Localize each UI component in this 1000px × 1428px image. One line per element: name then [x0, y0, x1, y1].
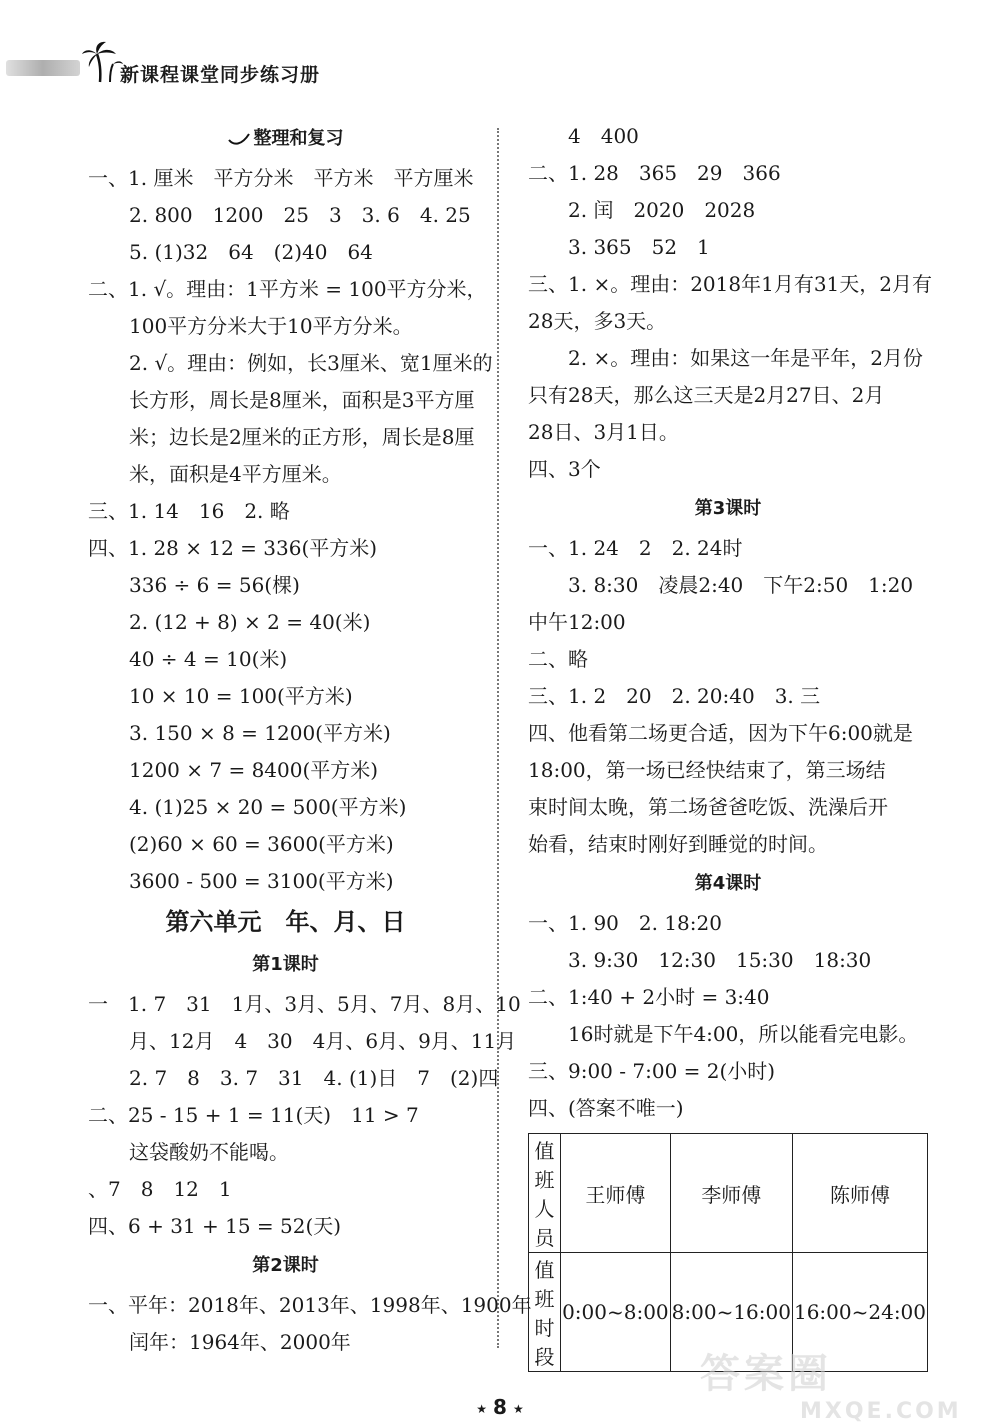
answer-line: 、7 8 12 1: [88, 1177, 232, 1201]
answer-line: 四、6 + 31 + 15 = 52(天): [88, 1214, 342, 1238]
answer-line: 三、1. ×。理由：2018年1月有31天，2月有: [528, 272, 932, 296]
answer-line: 3600 - 500 = 3100(平方米): [129, 869, 394, 893]
answer-line: 这袋酸奶不能喝。: [129, 1140, 289, 1164]
answer-line: 只有28天，那么这三天是2月27日、2月: [528, 383, 885, 407]
answer-line: 3. 365 52 1: [568, 235, 710, 259]
unit-title: 第六单元 年、月、日: [165, 908, 406, 936]
table-cell: 16:00~24:00: [792, 1253, 927, 1372]
answer-line: 二、1. √。理由：1平方米 = 100平方分米，: [88, 277, 487, 301]
table-row: [529, 1134, 928, 1253]
answer-line: 长方形，周长是8厘米，面积是3平方厘: [129, 388, 475, 412]
answer-line: 米；边长是2厘米的正方形，周长是8厘: [129, 425, 475, 449]
answer-line: 一、平年：2018年、2013年、1998年、1900年: [88, 1293, 532, 1317]
answer-line: 2. 800 1200 25 3 3. 6 4. 25: [129, 203, 471, 227]
answer-line: 10 × 10 = 100(平方米): [129, 684, 353, 708]
answer-line: 3. 8:30 凌晨2:40 下午2:50 1:20: [568, 573, 914, 597]
answer-line: 月、12月 4 30 4月、6月、9月、11月: [129, 1029, 517, 1053]
answer-line: 三、1. 14 16 2. 略: [88, 499, 290, 523]
book-title: 新课程课堂同步练习册: [120, 64, 321, 86]
answer-line: 中午12:00: [528, 610, 626, 634]
left-column: [88, 118, 532, 1361]
duty-table: [528, 1133, 928, 1372]
answer-line: 一、1. 厘米 平方分米 平方米 平方厘米: [88, 166, 474, 190]
answer-line: 四、(答案不唯一): [528, 1096, 684, 1120]
table-cell: 陈师傅: [792, 1134, 927, 1253]
table-cell: 王师傅: [561, 1134, 671, 1253]
watermark: [700, 1342, 990, 1422]
right-column: [528, 118, 932, 1372]
table-cell: 0:00~8:00: [561, 1253, 671, 1372]
answer-line: 4. (1)25 × 20 = 500(平方米): [129, 795, 407, 819]
answer-line: 束时间太晚，第二场爸爸吃饭、洗澡后开: [528, 795, 888, 819]
answer-line: (2)60 × 60 = 3600(平方米): [129, 832, 394, 856]
table-header-cell: [529, 1134, 561, 1253]
answer-line: 1200 × 7 = 8400(平方米): [129, 758, 379, 782]
column-divider: [497, 128, 499, 1348]
watermark-logo-text: 答案圈: [700, 1351, 832, 1397]
star-icon: ★: [476, 1401, 488, 1416]
table-cell-text: 值班: [534, 1139, 555, 1192]
table-header-cell: [529, 1253, 561, 1372]
table-cell-text: 人员: [534, 1197, 555, 1250]
answer-line: 18:00，第一场已经快结束了，第三场结: [528, 758, 886, 782]
answer-line: 一、1. 90 2. 18:20: [528, 911, 722, 935]
answer-line: 二、略: [528, 647, 588, 671]
table-cell: 李师傅: [670, 1134, 792, 1253]
answer-line: 4 400: [568, 124, 639, 148]
answer-line: 始看，结束时刚好到睡觉的时间。: [528, 832, 828, 856]
lesson-title: 第2课时: [252, 1255, 319, 1276]
answer-line: 28天，多3天。: [528, 309, 667, 333]
answer-line: 四、3个: [528, 457, 601, 481]
answer-line: 三、9:00 - 7:00 = 2(小时): [528, 1059, 776, 1083]
page-header: [0, 40, 420, 90]
swoosh-icon: [228, 132, 250, 146]
answer-line: 16时就是下午4:00，所以能看完电影。: [568, 1022, 919, 1046]
answer-line: 二、1. 28 365 29 366: [528, 161, 781, 185]
lesson-title: 第1课时: [252, 954, 319, 975]
answer-line: 三、1. 2 20 2. 20:40 3. 三: [528, 684, 821, 708]
answer-line: 3. 150 × 8 = 1200(平方米): [129, 721, 391, 745]
page-number: 8: [493, 1395, 507, 1419]
answer-line: 100平方分米大于10平方分米。: [129, 314, 413, 338]
answer-line: 闰年：1964年、2000年: [129, 1330, 351, 1354]
answer-line: 5. (1)32 64 (2)40 64: [129, 240, 373, 264]
answer-line: 四、他看第二场更合适，因为下午6:00就是: [528, 721, 913, 745]
table-cell-text: 值班: [534, 1258, 555, 1311]
watermark-url: MXQE.COM: [800, 1399, 962, 1424]
lesson-title: 第3课时: [694, 498, 762, 519]
review-heading: [88, 118, 483, 160]
table-cell: 8:00~16:00: [670, 1253, 792, 1372]
answer-line: 2. ×。理由：如果这一年是平年，2月份: [568, 346, 923, 370]
header-decoration: [6, 60, 80, 76]
answer-line: 336 ÷ 6 = 56(棵): [129, 573, 300, 597]
palm-tree-icon: [80, 40, 124, 84]
star-icon: ★: [512, 1401, 524, 1416]
answer-line: 2. 闰 2020 2028: [568, 198, 756, 222]
answer-line: 二、1:40 + 2小时 = 3:40: [528, 985, 770, 1009]
table-cell-text: 时段: [534, 1316, 555, 1369]
answer-line: 二、25 - 15 + 1 = 11(天) 11 > 7: [88, 1103, 419, 1127]
answer-line: 一 1. 7 31 1月、3月、5月、7月、8月、10: [88, 992, 521, 1016]
answer-line: 40 ÷ 4 = 10(米): [129, 647, 288, 671]
review-title: 整理和复习: [253, 128, 344, 149]
lesson-title: 第4课时: [694, 873, 762, 894]
answer-line: 四、1. 28 × 12 = 336(平方米): [88, 536, 378, 560]
answer-line: 3. 9:30 12:30 15:30 18:30: [568, 948, 872, 972]
answer-line: 2. (12 + 8) × 2 = 40(米): [129, 610, 371, 634]
answer-line: 28日、3月1日。: [528, 420, 679, 444]
answer-line: 米，面积是4平方厘米。: [129, 462, 342, 486]
answer-line: 2. 7 8 3. 7 31 4. (1)日 7 (2)四: [129, 1066, 499, 1090]
answer-line: 一、1. 24 2 2. 24时: [528, 536, 743, 560]
answer-line: 2. √。理由：例如，长3厘米、宽1厘米的: [129, 351, 493, 375]
